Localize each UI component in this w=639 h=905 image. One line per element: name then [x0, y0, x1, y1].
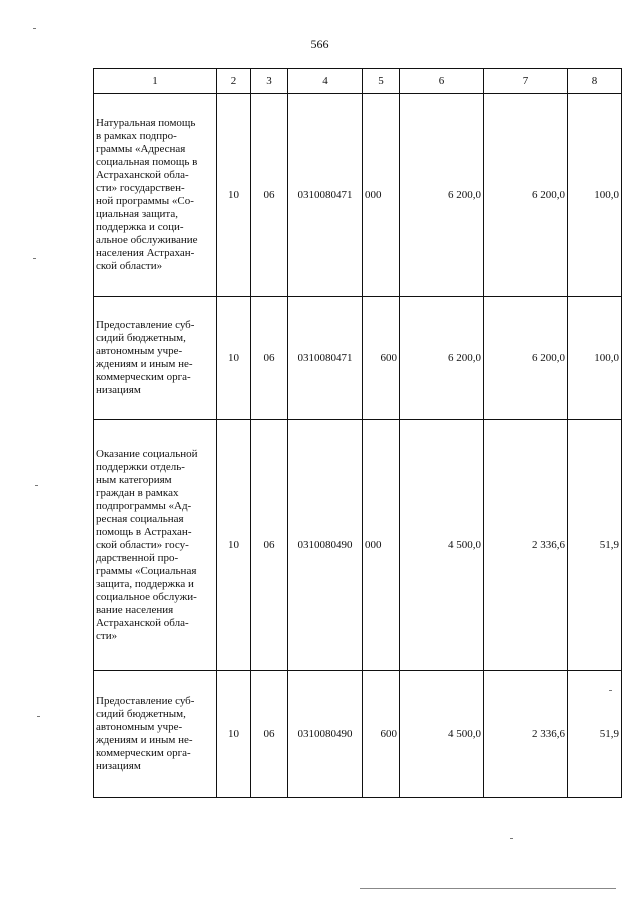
row-planned: 4 500,0 — [400, 420, 484, 671]
header-col-2: 2 — [217, 69, 251, 94]
row-subsection: 06 — [251, 94, 288, 297]
row-percent: 51,9 — [568, 420, 622, 671]
row-description: Предоставление суб- сидий бюджетным, автономным учре- ждениям и иным не- коммерческим орга- низациям — [94, 671, 217, 798]
row-planned: 4 500,0 — [400, 671, 484, 798]
scan-speck — [35, 485, 38, 486]
row-percent: 100,0 — [568, 94, 622, 297]
row-section: 10 — [217, 94, 251, 297]
row-expense-type: 600 — [363, 297, 400, 420]
scan-speck — [33, 258, 36, 259]
row-executed: 2 336,6 — [484, 671, 568, 798]
table-row — [94, 94, 622, 297]
row-expense-type: 000 — [363, 420, 400, 671]
header-col-7: 7 — [484, 69, 568, 94]
row-description: Оказание социальной поддержки отдель- ным категориям граждан в рамках подпрограммы «Ад- ресная социальная помощь в Астрахан- ской области» госу- дарственной про- граммы «Социальная защита, поддержка и социальное обслужи- вание населения Астраханской обла- сти» — [94, 420, 217, 671]
row-planned: 6 200,0 — [400, 94, 484, 297]
scan-speck — [609, 690, 612, 691]
row-expense-type: 600 — [363, 671, 400, 798]
header-col-1: 1 — [94, 69, 217, 94]
header-col-4: 4 — [288, 69, 363, 94]
row-section: 10 — [217, 671, 251, 798]
budget-table — [93, 68, 622, 798]
scan-bottom-line — [360, 888, 616, 889]
table-row — [94, 671, 622, 798]
scan-speck — [37, 716, 40, 717]
row-target-code: 0310080490 — [288, 420, 363, 671]
scan-speck — [510, 838, 513, 839]
header-col-5: 5 — [363, 69, 400, 94]
header-col-8: 8 — [568, 69, 622, 94]
row-executed: 6 200,0 — [484, 94, 568, 297]
scan-speck — [33, 28, 36, 29]
row-percent: 51,9 — [568, 671, 622, 798]
row-expense-type: 000 — [363, 94, 400, 297]
row-section: 10 — [217, 297, 251, 420]
row-executed: 2 336,6 — [484, 420, 568, 671]
row-planned: 6 200,0 — [400, 297, 484, 420]
row-target-code: 0310080471 — [288, 94, 363, 297]
row-subsection: 06 — [251, 297, 288, 420]
row-executed: 6 200,0 — [484, 297, 568, 420]
page-number: 566 — [310, 37, 329, 51]
row-percent: 100,0 — [568, 297, 622, 420]
table-header-row — [94, 69, 622, 94]
table-row — [94, 420, 622, 671]
header-col-6: 6 — [400, 69, 484, 94]
row-description: Натуральная помощь в рамках подпро- граммы «Адресная социальная помощь в Астраханской обла- сти» государствен- ной программы «Со- циальная защита, поддержка и соци- альное обслуживание населения Астрахан- ской области» — [94, 94, 217, 297]
row-section: 10 — [217, 420, 251, 671]
row-subsection: 06 — [251, 420, 288, 671]
header-col-3: 3 — [251, 69, 288, 94]
row-target-code: 0310080490 — [288, 671, 363, 798]
row-description: Предоставление суб- сидий бюджетным, автономным учре- ждениям и иным не- коммерческим орга- низациям — [94, 297, 217, 420]
row-target-code: 0310080471 — [288, 297, 363, 420]
row-subsection: 06 — [251, 671, 288, 798]
table-row — [94, 297, 622, 420]
